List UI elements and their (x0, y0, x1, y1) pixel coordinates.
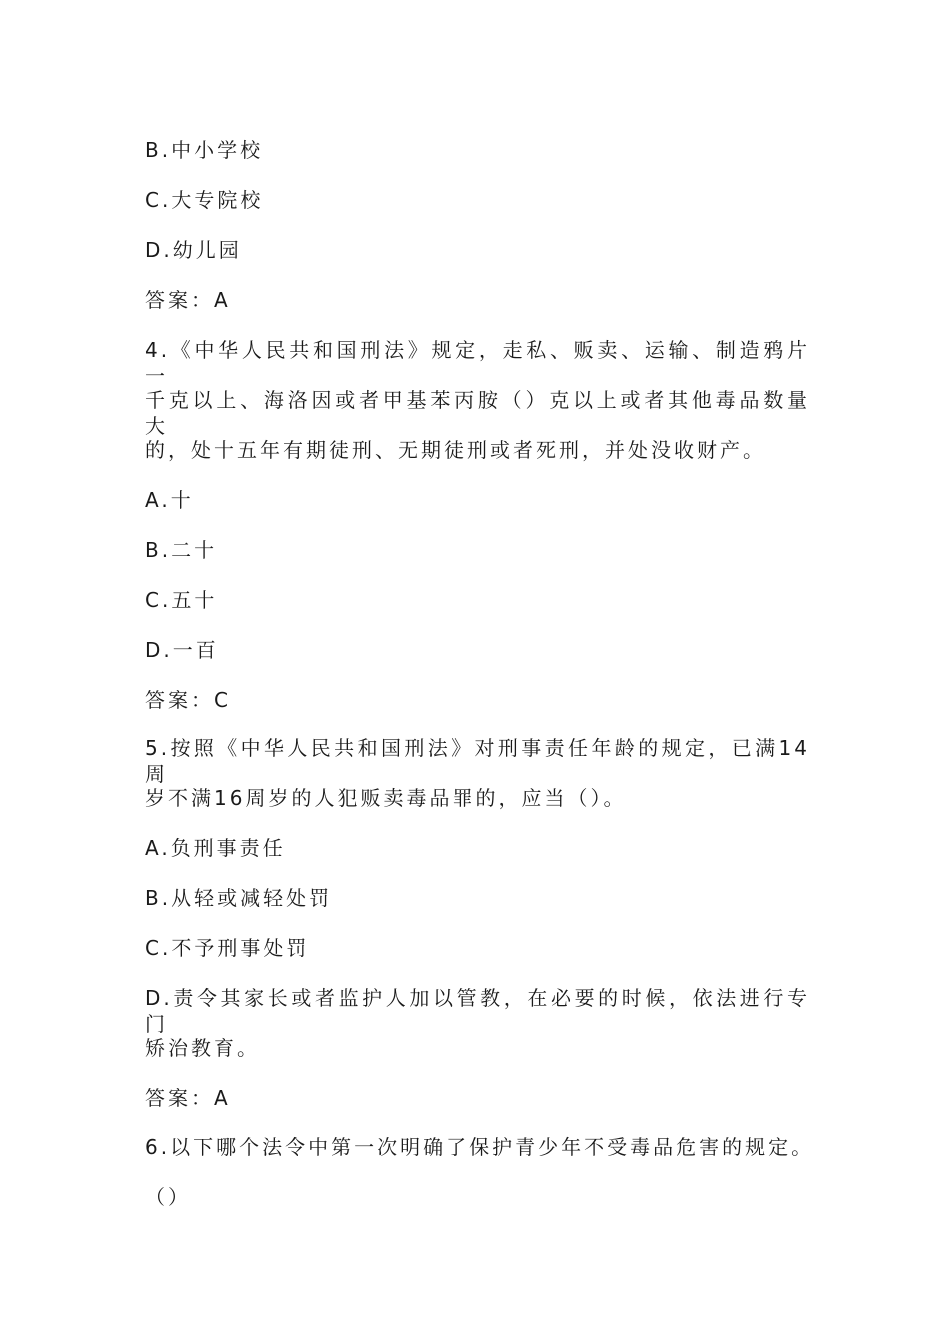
q3-option-c: C.大专院校 (145, 188, 264, 212)
q5-question-line-2: 岁不满16周岁的人犯贩卖毒品罪的，应当（）。 (145, 786, 627, 810)
q5-answer: 答案：A (145, 1086, 231, 1110)
q5-option-b: B.从轻或减轻处罚 (145, 886, 333, 910)
q3-option-d: D.幼儿园 (145, 238, 242, 262)
q5-question-line-1: 5.按照《中华人民共和国刑法》对刑事责任年龄的规定，已满14周 (145, 736, 810, 786)
q4-question-line-1: 4.《中华人民共和国刑法》规定，走私、贩卖、运输、制造鸦片一 (145, 338, 810, 388)
q3-answer: 答案：A (145, 288, 231, 312)
q4-question-line-3: 的，处十五年有期徒刑、无期徒刑或者死刑，并处没收财产。 (145, 438, 766, 462)
q5-option-c: C.不予刑事处罚 (145, 936, 310, 960)
q5-option-a: A.负刑事责任 (145, 836, 286, 860)
q5-option-d-line-2: 矫治教育。 (145, 1036, 260, 1060)
q4-option-a: A.十 (145, 488, 194, 512)
q5-option-d-line-1: D.责令其家长或者监护人加以管教，在必要的时候，依法进行专门 (145, 986, 810, 1036)
q4-answer: 答案：C (145, 688, 231, 712)
q3-option-b: B.中小学校 (145, 138, 264, 162)
q6-question-line-2: （） (145, 1185, 191, 1209)
q4-option-b: B.二十 (145, 538, 218, 562)
q4-option-c: C.五十 (145, 588, 218, 612)
q4-option-d: D.一百 (145, 638, 219, 662)
q6-question-line-1: 6.以下哪个法令中第一次明确了保护青少年不受毒品危害的规定。 (145, 1135, 815, 1159)
q4-question-line-2: 千克以上、海洛因或者甲基苯丙胺（）克以上或者其他毒品数量大 (145, 388, 810, 438)
